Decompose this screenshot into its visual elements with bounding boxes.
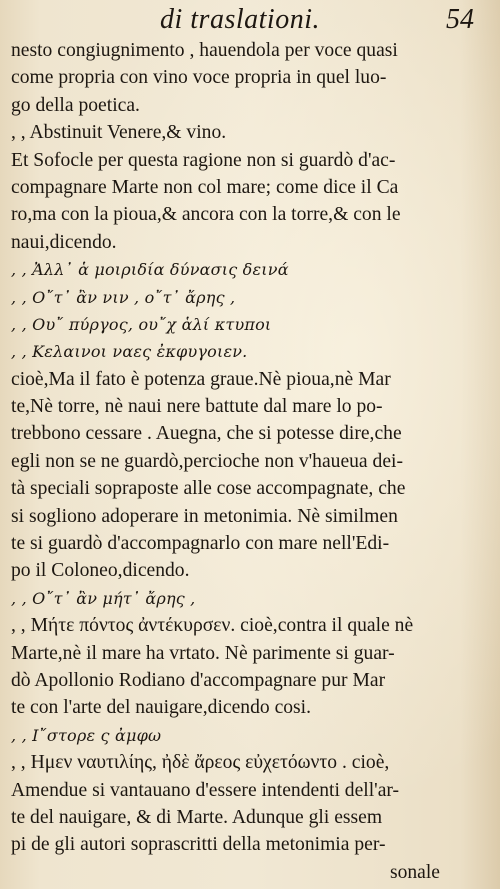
text-line: te si guardò d'accompagnarlo con mare nell'Edi- (11, 533, 390, 555)
catchword: sonale (389, 861, 440, 883)
text-line: te con l'arte del nauigare,dicendo cosi. (11, 697, 312, 719)
text-line: Et Sofocle per questa ragione non si guardò d'ac- (11, 149, 396, 171)
text-line: , , Μήτε πόντος ἀντέκυρσεν. cioè,contra il quale nè (11, 615, 414, 637)
text-line: nesto congiugnimento , hauendola per voce quasi (11, 40, 398, 61)
running-head: di traslationi. (160, 4, 320, 35)
text-line: , , Ημεν ναυτιλίης, ἠδὲ ἄρεος εὐχετόωντο . cioè, (11, 752, 390, 774)
text-line: te,Nè torre, nè naui nere battute dal mare lo po- (11, 396, 383, 418)
text-line: , , Abstinuit Venere,& vino. (11, 122, 227, 144)
text-line: , , Ο῎τ᾽ ἂν νιν , ο῎τ᾽ ἄρης , (11, 287, 236, 307)
text-line: Marte,nè il mare ha vrtato. Nè parimente si guar- (11, 642, 395, 664)
body-text (11, 37, 495, 886)
text-line: come propria con vino voce propria in quel luo- (11, 67, 387, 89)
text-line: si sogliono adoperare in metonimia. Nè similmen (11, 505, 398, 527)
text-line: , , Ου῎ πύργος, ου῎χ ἁλί κτυποι (11, 314, 272, 334)
text-line: compagnare Marte non col mare; come dice il Ca (11, 176, 399, 198)
text-line: te del nauigare, & di Marte. Adunque gli essem (11, 806, 383, 828)
text-line: , , Ο῎τ᾽ ἂν μήτ᾽ ἄρης , (11, 588, 196, 608)
text-line: dò Apollonio Rodiano d'accompagnare pur Mar (11, 669, 386, 691)
text-line: egli non se ne guardò,percioche non v'haueua dei- (11, 450, 403, 472)
text-line: pi de gli autori soprascritti della metonimia per- (11, 834, 386, 856)
text-line: , , Ἀλλ᾽ ἁ μοιριδία δύνασις δεινά (11, 260, 289, 280)
page-header (0, 2, 500, 42)
text-line: po il Coloneo,dicendo. (11, 560, 190, 582)
text-line: tà speciali soprapostе alle cose accompagnate, che (11, 478, 406, 500)
text-line: cioè,Ma il fato è potenza graue.Nè pioua,nè Mar (11, 368, 391, 390)
text-line: Amendue si vantauano d'essere intendenti dell'ar- (11, 779, 400, 801)
page-number: 54 (446, 4, 474, 35)
text-line: trebbono cessare . Auegna, che si potesse dire,che (11, 423, 402, 445)
text-line: , , Κελαινοι ναες ἐκφυγοιεν. (11, 342, 248, 362)
text-line: naui,dicendo. (11, 231, 117, 253)
text-line: go della poetica. (11, 94, 140, 116)
text-line: ro,ma con la pioua,& ancora con la torre,& con le (11, 204, 401, 226)
text-line: , , Ι῎στορε ς ἀμφω (11, 725, 162, 745)
